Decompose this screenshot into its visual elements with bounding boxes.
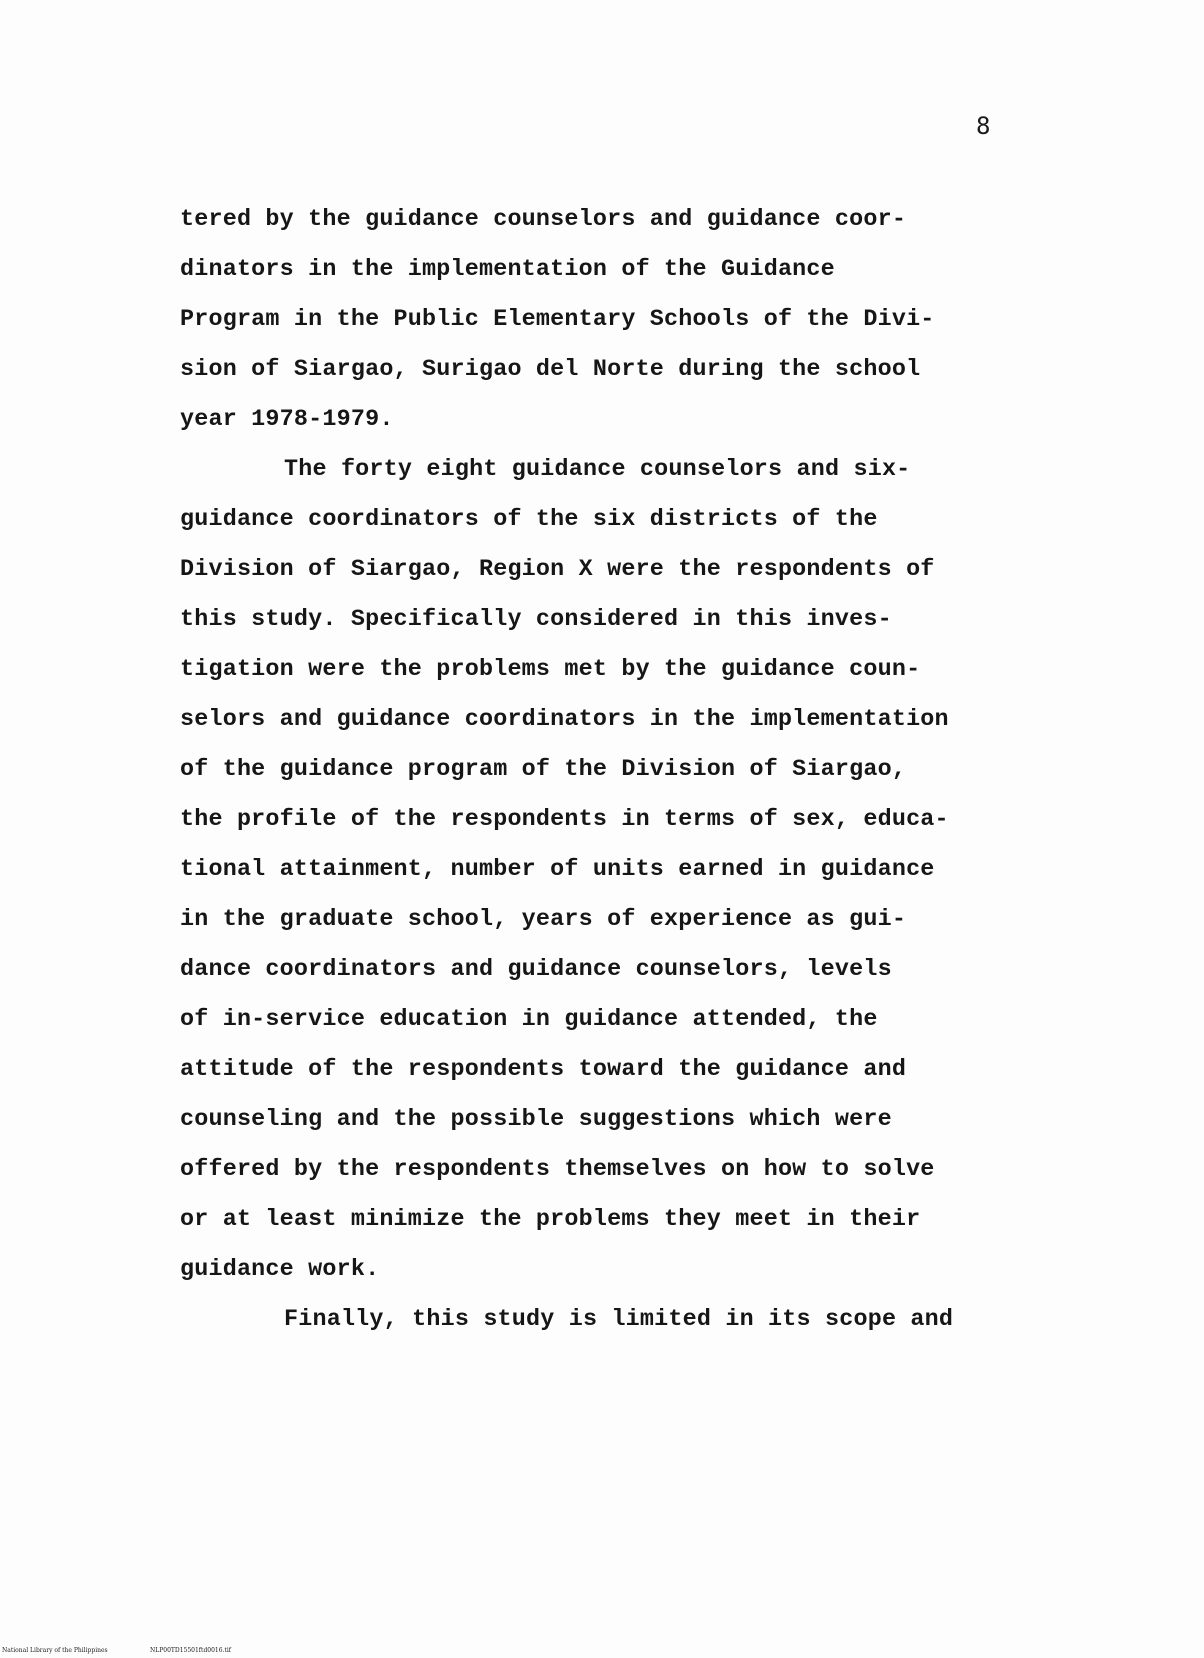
text-line: offered by the respondents themselves on how to solve <box>180 1157 935 1183</box>
text-line: sion of Siargao, Surigao del Norte during the school <box>180 357 921 383</box>
text-line: the profile of the respondents in terms of sex, educa- <box>180 807 949 833</box>
text-line: in the graduate school, years of experience as gui- <box>180 907 907 933</box>
text-line: selors and guidance coordinators in the implementation <box>180 707 949 733</box>
text-line: Program in the Public Elementary Schools of the Divi- <box>180 307 935 333</box>
text-line: tional attainment, number of units earned in guidance <box>180 857 935 883</box>
text-line: guidance work. <box>180 1257 380 1283</box>
text-line: counseling and the possible suggestions which were <box>180 1107 892 1133</box>
page-number: 8 <box>976 112 991 140</box>
footer-library-name: National Library of the Philippines <box>2 1647 108 1654</box>
text-line: this study. Specifically considered in this inves- <box>180 607 892 633</box>
paragraph-start-line: Finally, this study is limited in its scope and <box>284 1307 954 1333</box>
text-line: attitude of the respondents toward the guidance and <box>180 1057 907 1083</box>
text-line: dinators in the implementation of the Guidance <box>180 257 835 283</box>
text-line: tered by the guidance counselors and guidance coor- <box>180 207 907 233</box>
text-line: or at least minimize the problems they meet in their <box>180 1207 921 1233</box>
text-line: of the guidance program of the Division of Siargao, <box>180 757 907 783</box>
text-line: dance coordinators and guidance counselors, levels <box>180 957 892 983</box>
text-line: of in-service education in guidance attended, the <box>180 1007 878 1033</box>
paragraph-start-line: The forty eight guidance counselors and six- <box>284 457 911 483</box>
footer-file-id: NLP00TD15501ftd0016.tif <box>150 1647 232 1654</box>
text-line: tigation were the problems met by the guidance coun- <box>180 657 921 683</box>
text-line: year 1978-1979. <box>180 407 394 433</box>
text-line: Division of Siargao, Region X were the respondents of <box>180 557 935 583</box>
text-line: guidance coordinators of the six districts of the <box>180 507 878 533</box>
